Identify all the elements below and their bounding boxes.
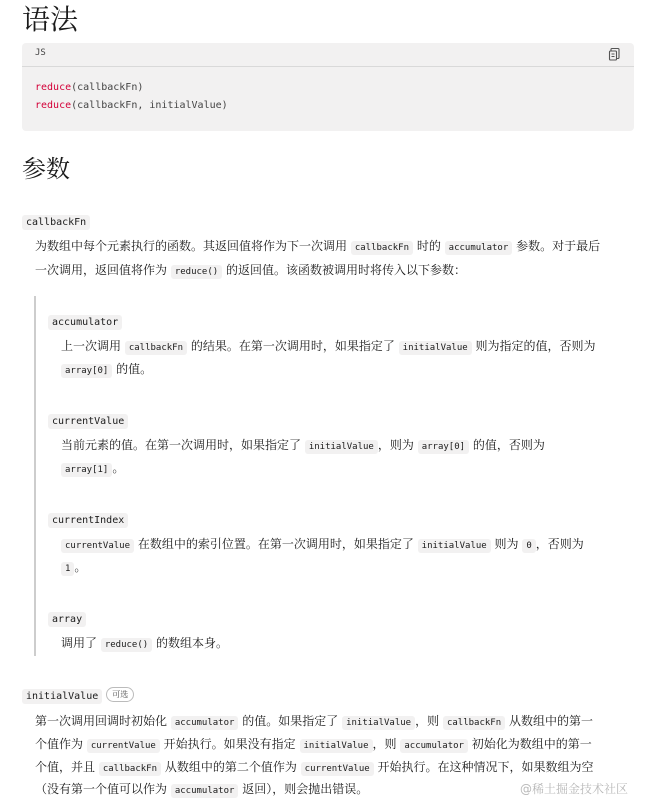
- param-initialValue-term: initialValue 可选: [22, 684, 134, 703]
- accumulator-desc-line-2: array[0] 的值。: [61, 358, 152, 381]
- param-array-term: array: [48, 607, 86, 626]
- param-currentIndex-term: currentIndex: [48, 508, 128, 527]
- watermark: @稀土掘金技术社区: [519, 782, 628, 796]
- optional-badge: 可选: [106, 687, 134, 702]
- currentValue-desc-line-1: 当前元素的值。在第一次调用时，如果指定了 initialValue ，则为 array[0] 的值，否则为: [61, 438, 545, 452]
- initialValue-desc-line-2: 个值作为 currentValue 开始执行。如果没有指定 initialValue ，则 accumulator 初始化为数组中的第一: [35, 737, 592, 751]
- callbackFn-desc-line-2: 一次调用，返回值将作为 reduce() 的返回值。该函数被调用时将传入以下参数：: [35, 263, 467, 277]
- initialValue-desc-line-1: 第一次调用回调时初始化 accumulator 的值。如果指定了 initialValue ，则 callbackFn 从数组中的第一: [35, 714, 593, 728]
- code-example: [22, 43, 634, 131]
- currentIndex-desc-line-1: currentValue 在数组中的索引位置。在第一次调用时，如果指定了 initialValue 则为 0 ，否则为: [61, 533, 584, 556]
- code-line-2: reduce(callbackFn, initialValue): [35, 100, 228, 111]
- nested-params-bar: [34, 296, 36, 656]
- param-currentValue-term: currentValue: [48, 409, 128, 428]
- code-header: [22, 43, 634, 67]
- currentIndex-desc-line-2: 1 。: [61, 556, 86, 579]
- param-callbackFn-term: callbackFn: [22, 210, 90, 229]
- currentValue-desc-line-2: array[1] 。: [61, 457, 124, 480]
- accumulator-desc-line-1: 上一次调用 callbackFn 的结果。在第一次调用时，如果指定了 initialValue 则为指定的值，否则为: [61, 339, 596, 353]
- callbackFn-desc-line-1: 为数组中每个元素执行的函数。其返回值将作为下一次调用 callbackFn 时的 accumulator 参数。对于最后: [35, 239, 601, 253]
- code-language-label: JS: [35, 48, 46, 58]
- param-accumulator-term: accumulator: [48, 310, 122, 329]
- initialValue-desc-line-4: （没有第一个值可以作为 accumulator 返回），则会抛出错误。: [35, 782, 369, 796]
- initialValue-desc-line-3: 个值，并且 callbackFn 从数组中的第二个值作为 currentValue 开始执行。在这种情况下，如果数组为空: [35, 760, 594, 774]
- copy-icon[interactable]: [608, 47, 622, 61]
- heading-parameters: 参数: [22, 155, 70, 183]
- code-line-1: reduce(callbackFn): [35, 82, 144, 93]
- heading-syntax: 语法: [22, 3, 79, 36]
- array-desc-line-1: 调用了 reduce() 的数组本身。: [61, 636, 229, 650]
